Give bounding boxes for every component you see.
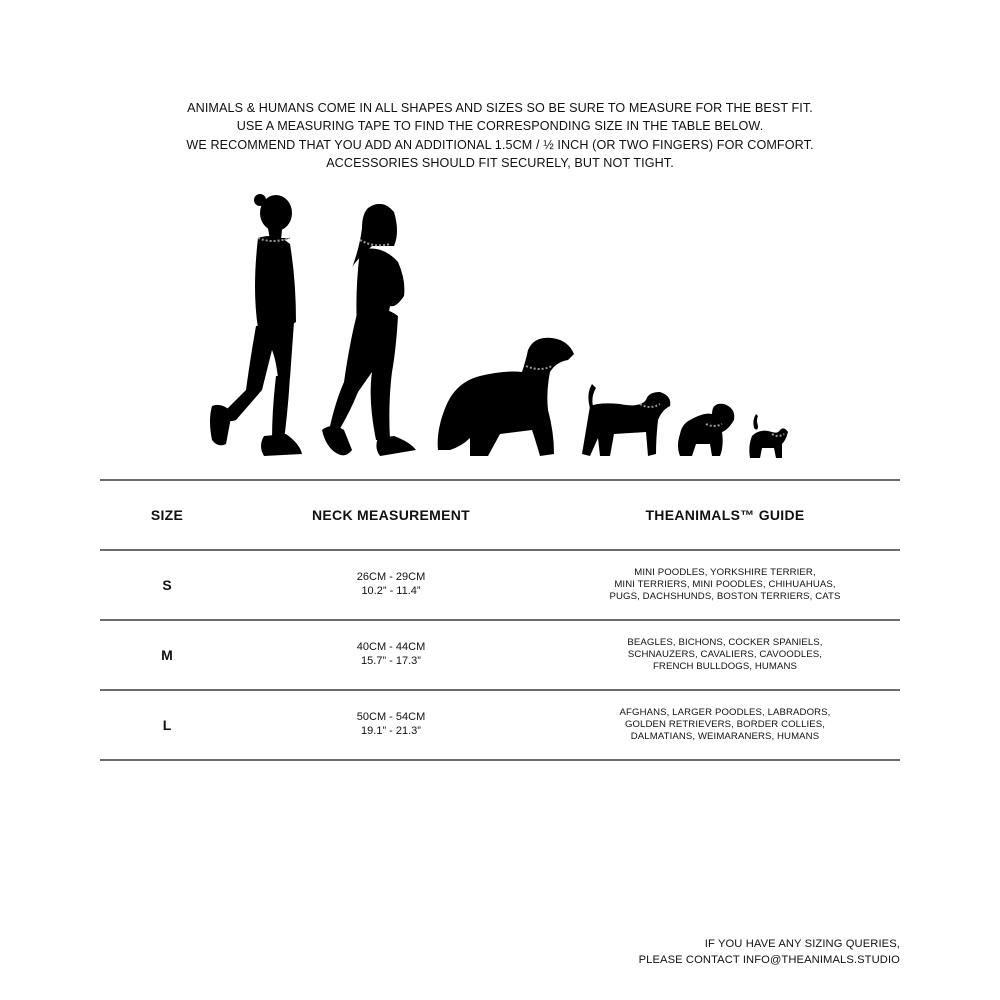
guide-line: FRENCH BULLDOGS, HUMANS [652,660,798,672]
guide-line: MINI POODLES, YORKSHIRE TERRIER, [634,567,816,579]
intro-text [100,99,900,172]
header-neck-measurement: NECK MEASUREMENT [311,506,471,523]
size-value: S [162,576,172,593]
intro-line: ACCESSORIES SHOULD FIT SECURELY, BUT NOT TIGHT. [326,155,674,170]
cat-silhouette [749,414,788,458]
neck-cm: 40CM - 44CM [356,641,426,654]
intro-line: WE RECOMMEND THAT YOU ADD AN ADDITIONAL 1.5CM / ½ INCH (OR TWO FINGERS) FOR COMFORT. [186,137,814,152]
header-guide: THEANIMALS™ GUIDE [645,506,805,523]
contact-footer [639,937,900,968]
neck-cm: 26CM - 29CM [356,571,426,584]
bichon-silhouette [678,404,734,456]
neck-inch: 10.2” - 11.4” [361,584,421,597]
beagle-silhouette [582,384,670,456]
table-row [100,621,900,690]
guide-line: DALMATIANS, WEIMARANERS, HUMANS [630,730,820,742]
guide-line: AFGHANS, LARGER POODLES, LABRADORS, [619,707,831,719]
guide-line: BEAGLES, BICHONS, COCKER SPANIELS, [627,637,823,649]
header-size: SIZE [150,506,184,523]
table-header-row [100,481,900,550]
neck-cm: 50CM - 54CM [356,711,426,724]
guide-line: SCHNAUZERS, CAVALIERS, CAVOODLES, [627,648,823,660]
afghan-hound-silhouette [438,338,574,456]
table-row [100,551,900,620]
contact-email-line: PLEASE CONTACT INFO@THEANIMALS.STUDIO [638,953,900,966]
intro-line: ANIMALS & HUMANS COME IN ALL SHAPES AND SIZES SO BE SURE TO MEASURE FOR THE BEST FIT. [187,101,813,115]
table-row [100,691,900,760]
table-rule [100,759,900,761]
size-value: M [161,646,173,663]
breed-guide [575,551,875,620]
silhouette-illustration [0,182,1000,467]
breed-guide [575,691,875,760]
size-value: L [162,716,172,733]
man-silhouette [210,194,302,456]
breed-guide [575,621,875,690]
neck-measurement [291,691,491,760]
neck-measurement [291,551,491,620]
intro-line: USE A MEASURING TAPE TO FIND THE CORRESPONDING SIZE IN THE TABLE BELOW. [236,119,764,134]
neck-measurement [291,621,491,690]
neck-inch: 15.7” - 17.3” [361,654,421,667]
guide-line: MINI TERRIERS, MINI POODLES, CHIHUAHUAS, [614,578,836,590]
neck-inch: 19.1” - 21.3” [361,724,421,737]
footer-line: IF YOU HAVE ANY SIZING QUERIES, [704,938,900,950]
guide-line: PUGS, DACHSHUNDS, BOSTON TERRIERS, CATS [609,590,841,602]
size-table [100,479,900,761]
guide-line: GOLDEN RETRIEVERS, BORDER COLLIES, [624,718,826,730]
